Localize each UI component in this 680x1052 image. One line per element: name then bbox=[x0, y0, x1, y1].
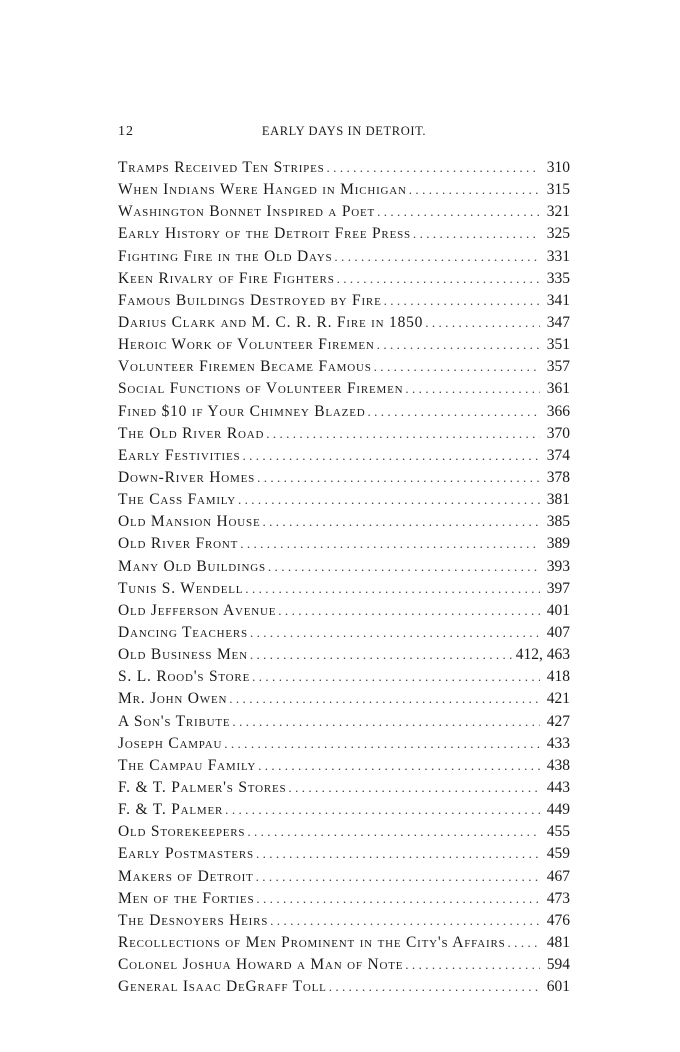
toc-entry-title: Many Old Buildings bbox=[118, 557, 266, 575]
toc-entry bbox=[118, 246, 570, 268]
dot-leader bbox=[248, 644, 516, 666]
toc-entry-page: 357 bbox=[546, 358, 570, 376]
toc-entry-page: 321 bbox=[546, 203, 570, 221]
toc-entry-page: 421 bbox=[546, 690, 570, 708]
dot-leader bbox=[276, 600, 540, 622]
dot-leader bbox=[372, 356, 540, 378]
toc-entry bbox=[118, 866, 570, 888]
toc-entry-page: 366 bbox=[546, 402, 570, 420]
toc-entry-title: Mr. John Owen bbox=[118, 690, 228, 708]
toc-entry-title: Early Festivities bbox=[118, 446, 241, 464]
toc-entry-page: 381 bbox=[546, 491, 570, 509]
toc-entry-title: Old River Front bbox=[118, 535, 239, 553]
toc-entry-page: 397 bbox=[546, 579, 570, 597]
toc-entry-page: 347 bbox=[546, 313, 570, 331]
dot-leader bbox=[238, 533, 540, 555]
toc-entry-title: Dancing Teachers bbox=[118, 623, 248, 641]
toc-entry-page: 393 bbox=[546, 557, 570, 575]
toc-entry bbox=[118, 179, 570, 201]
toc-entry bbox=[118, 489, 570, 511]
toc-entry-page: 467 bbox=[546, 867, 570, 885]
toc-entry bbox=[118, 401, 570, 423]
toc-entry bbox=[118, 843, 570, 865]
toc-entry bbox=[118, 312, 570, 334]
dot-leader bbox=[227, 688, 540, 710]
toc-entry-title: Fined $10 if Your Chimney Blazed bbox=[118, 402, 366, 420]
toc-entry-title: A Son's Tribute bbox=[118, 712, 231, 730]
dot-leader bbox=[254, 866, 540, 888]
toc-entry-page: 459 bbox=[546, 845, 570, 863]
toc-entry-page: 351 bbox=[546, 336, 570, 354]
toc-entry-title: Old Jefferson Avenue bbox=[118, 601, 277, 619]
toc-entry-title: Washington Bonnet Inspired a Poet bbox=[118, 203, 376, 221]
toc-entry-page: 594 bbox=[546, 956, 570, 974]
page-number: 12 bbox=[118, 124, 134, 139]
toc-entry bbox=[118, 888, 570, 910]
running-head: EARLY DAYS IN DETROIT. bbox=[261, 124, 427, 138]
toc-entry bbox=[118, 445, 570, 467]
toc-entry-page: 310 bbox=[546, 159, 570, 176]
dot-leader bbox=[332, 246, 540, 268]
dot-leader bbox=[254, 843, 540, 865]
dot-leader bbox=[268, 910, 540, 932]
toc-entry bbox=[118, 954, 570, 976]
toc-entry-title: Heroic Work of Volunteer Firemen bbox=[118, 336, 375, 354]
toc-entry bbox=[118, 733, 570, 755]
toc-entry-title: The Cass Family bbox=[118, 491, 236, 509]
toc-entry-title: Darius Clark and M. C. R. R. Fire in 1850 bbox=[118, 313, 424, 331]
dot-leader bbox=[222, 733, 540, 755]
dot-leader bbox=[223, 799, 540, 821]
dot-leader bbox=[254, 888, 540, 910]
toc-entry-title: Old Storekeepers bbox=[118, 823, 246, 841]
toc-entry-title: F. & T. Palmer's Stores bbox=[118, 778, 287, 796]
toc-entry bbox=[118, 777, 570, 799]
toc-entry-page: 370 bbox=[546, 424, 570, 442]
toc-entry-title: Volunteer Firemen Became Famous bbox=[118, 358, 372, 376]
toc-entry-page: 325 bbox=[546, 225, 570, 243]
dot-leader bbox=[264, 423, 540, 445]
dot-leader bbox=[375, 334, 540, 356]
dot-leader bbox=[243, 578, 540, 600]
dot-leader bbox=[286, 777, 540, 799]
toc-entry-title: Makers of Detroit bbox=[118, 867, 254, 885]
page-header bbox=[118, 124, 570, 144]
toc-entry bbox=[118, 644, 570, 666]
toc-entry-title: Tunis S. Wendell bbox=[118, 579, 244, 597]
toc-entry bbox=[118, 511, 570, 533]
toc-entry bbox=[118, 799, 570, 821]
toc-entry-title: Famous Buildings Destroyed by Fire bbox=[118, 291, 382, 309]
toc-entry bbox=[118, 157, 570, 179]
toc-entry bbox=[118, 711, 570, 733]
toc-entry-page: 438 bbox=[546, 756, 570, 774]
toc-entry-title: When Indians Were Hanged in Michigan bbox=[118, 181, 407, 199]
toc-entry-page: 443 bbox=[546, 778, 570, 796]
dot-leader bbox=[403, 954, 540, 976]
toc-entry-page: 449 bbox=[546, 801, 570, 819]
dot-leader bbox=[256, 755, 540, 777]
toc-entry bbox=[118, 533, 570, 555]
toc-entry-page: 433 bbox=[546, 734, 570, 752]
toc-entry-title: The Old River Road bbox=[118, 424, 265, 442]
toc-entry-title: Early Postmasters bbox=[118, 845, 254, 863]
dot-leader bbox=[245, 821, 540, 843]
toc-entry-page: 331 bbox=[546, 247, 570, 265]
dot-leader bbox=[236, 489, 540, 511]
toc-entry-page: 407 bbox=[546, 623, 570, 641]
toc-entry-title: Men of the Forties bbox=[118, 889, 255, 907]
dot-leader bbox=[325, 157, 540, 179]
toc-entry bbox=[118, 755, 570, 777]
toc-entry-page: 473 bbox=[546, 889, 570, 907]
toc-entry-title: F. & T. Palmer bbox=[118, 801, 224, 819]
dot-leader bbox=[266, 556, 540, 578]
dot-leader bbox=[248, 622, 540, 644]
dot-leader bbox=[335, 268, 540, 290]
toc-entry bbox=[118, 223, 570, 245]
toc-entry bbox=[118, 423, 570, 445]
toc-entry-title: S. L. Rood's Store bbox=[118, 668, 251, 686]
toc-entry-page: 476 bbox=[546, 911, 570, 929]
toc-entry-title: Colonel Joshua Howard a Man of Note bbox=[118, 956, 404, 974]
toc-entry-page: 418 bbox=[546, 668, 570, 686]
toc-entry-title: Old Business Men bbox=[118, 646, 248, 664]
toc-entry-page: 427 bbox=[546, 712, 570, 730]
toc-entry-title: Early History of the Detroit Free Press bbox=[118, 225, 411, 243]
toc-entry bbox=[118, 910, 570, 932]
dot-leader bbox=[365, 401, 540, 423]
toc-entry-page: 315 bbox=[546, 181, 570, 199]
toc-entry-page: 481 bbox=[546, 933, 570, 951]
toc-entry bbox=[118, 378, 570, 400]
toc-entry-title: Fighting Fire in the Old Days bbox=[118, 247, 333, 265]
table-of-contents bbox=[118, 157, 570, 998]
toc-entry-title: Old Mansion House bbox=[118, 513, 261, 531]
toc-entry-page: 455 bbox=[546, 823, 570, 841]
toc-entry bbox=[118, 578, 570, 600]
toc-entry bbox=[118, 556, 570, 578]
toc-entry-title: Social Functions of Volunteer Firemen bbox=[118, 380, 404, 398]
dot-leader bbox=[506, 932, 540, 954]
toc-entry-page: 385 bbox=[546, 513, 570, 531]
toc-entry bbox=[118, 932, 570, 954]
toc-entry bbox=[118, 334, 570, 356]
toc-entry-page: 374 bbox=[546, 446, 570, 464]
dot-leader bbox=[382, 290, 540, 312]
toc-entry bbox=[118, 290, 570, 312]
toc-entry bbox=[118, 821, 570, 843]
toc-entry-title: Joseph Campau bbox=[118, 734, 223, 752]
toc-entry-page: 401 bbox=[546, 601, 570, 619]
toc-entry-page: 378 bbox=[546, 468, 570, 486]
dot-leader bbox=[230, 711, 540, 733]
dot-leader bbox=[255, 467, 540, 489]
toc-entry-page: 361 bbox=[546, 380, 570, 398]
toc-entry-page: 389 bbox=[546, 535, 570, 553]
toc-entry-title: Keen Rivalry of Fire Fighters bbox=[118, 269, 335, 287]
dot-leader bbox=[375, 201, 540, 223]
toc-entry-title: The Campau Family bbox=[118, 756, 257, 774]
toc-entry bbox=[118, 622, 570, 644]
dot-leader bbox=[250, 666, 540, 688]
toc-entry-page: 412, 463 bbox=[515, 646, 570, 664]
toc-entry bbox=[118, 666, 570, 688]
dot-leader bbox=[407, 179, 540, 201]
toc-entry-page: 335 bbox=[546, 269, 570, 287]
toc-entry bbox=[118, 976, 570, 998]
dot-leader bbox=[423, 312, 540, 334]
toc-entry-title: General Isaac DeGraff Toll bbox=[118, 978, 327, 996]
toc-entry-title: Down-River Homes bbox=[118, 468, 256, 486]
dot-leader bbox=[403, 378, 540, 400]
toc-entry bbox=[118, 467, 570, 489]
toc-entry-title: Recollections of Men Prominent in the City's Affairs bbox=[118, 933, 506, 951]
toc-entry-title: Tramps Received Ten Stripes bbox=[118, 159, 325, 176]
dot-leader bbox=[240, 445, 540, 467]
toc-entry bbox=[118, 600, 570, 622]
toc-entry-title: The Desnoyers Heirs bbox=[118, 911, 269, 929]
toc-entry bbox=[118, 688, 570, 710]
toc-entry-page: 601 bbox=[546, 978, 570, 996]
dot-leader bbox=[260, 511, 540, 533]
toc-entry-page: 341 bbox=[546, 291, 570, 309]
dot-leader bbox=[327, 976, 540, 998]
toc-entry bbox=[118, 268, 570, 290]
dot-leader bbox=[411, 223, 540, 245]
toc-entry bbox=[118, 356, 570, 378]
toc-entry bbox=[118, 201, 570, 223]
